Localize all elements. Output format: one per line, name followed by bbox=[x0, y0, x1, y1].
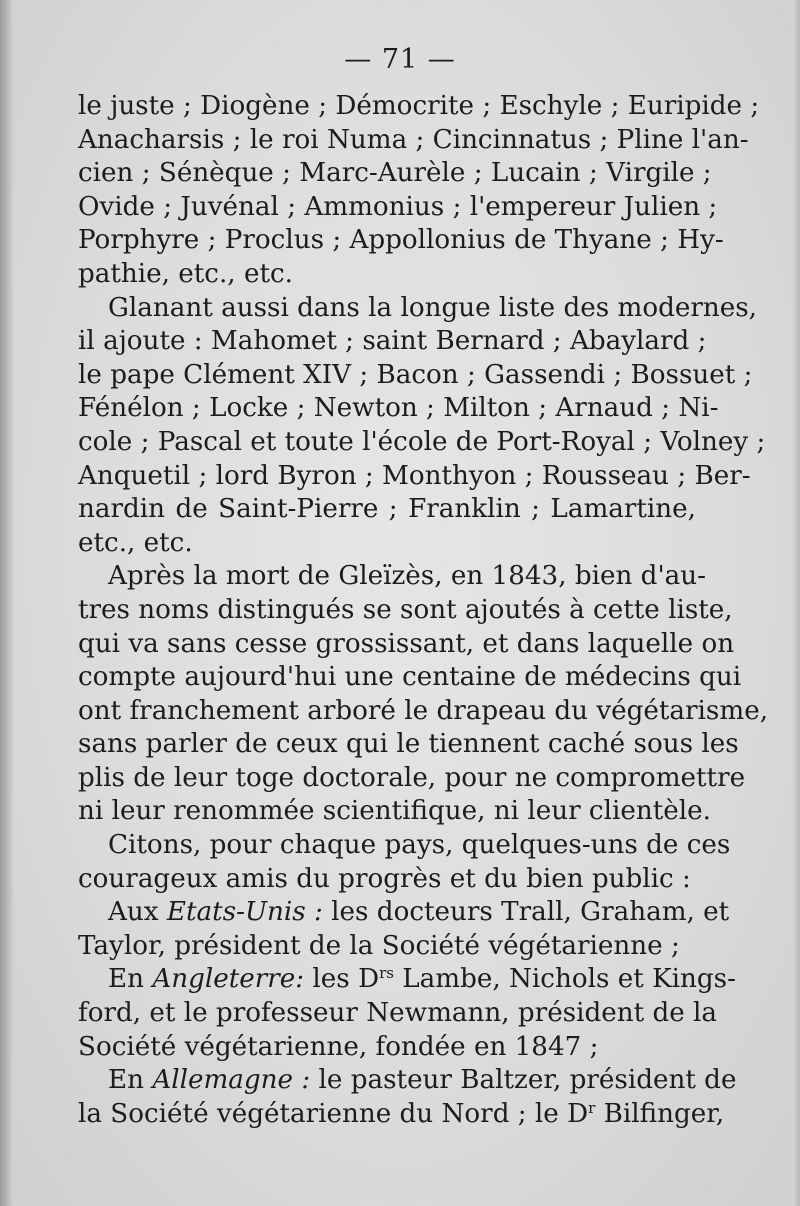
body-text bbox=[78, 90, 769, 1131]
paragraph-citons bbox=[78, 829, 731, 896]
page-left-edge bbox=[0, 0, 14, 1206]
text-line: le pape Clément XIV ; Bacon ; Gassendi ; Bossuet ; bbox=[78, 359, 753, 390]
superscript: r bbox=[588, 1098, 596, 1117]
text-line: Après la mort de Gleïzès, en 1843, bien d'au- bbox=[108, 561, 706, 592]
text-line bbox=[78, 1098, 725, 1132]
text-line: tres noms distingués se sont ajoutés à cette liste, bbox=[78, 594, 733, 625]
text-line: le juste ; Diogène ; Démocrite ; Eschyle ; Euripide ; bbox=[78, 91, 760, 121]
paragraph-angleterre bbox=[78, 963, 736, 1064]
text-line: cien ; Sénèque ; Marc-Aurèle ; Lucain ; Virgile ; bbox=[78, 158, 712, 189]
text-line: ont franchement arboré le drapeau du végétarisme, bbox=[78, 695, 769, 726]
text-line bbox=[78, 896, 730, 930]
page-number: — 71 — bbox=[344, 44, 456, 75]
text-line bbox=[78, 1064, 737, 1098]
text-line: plis de leur toge doctorale, pour ne compromettre bbox=[78, 762, 746, 793]
text-line: Glanant aussi dans la longue liste des modernes, bbox=[108, 292, 757, 323]
text-line: compte aujourd'hui une centaine de médecins qui bbox=[78, 662, 742, 693]
text-line: cole ; Pascal et toute l'école de Port-Royal ; Volney ; bbox=[78, 426, 766, 457]
text-line: Ovide ; Juvénal ; Ammonius ; l'empereur Julien ; bbox=[78, 191, 718, 222]
superscript: rs bbox=[379, 964, 394, 983]
text-run: En bbox=[108, 964, 153, 995]
text-line bbox=[78, 963, 736, 997]
text-line: il ajoute : Mahomet ; saint Bernard ; Abaylard ; bbox=[78, 326, 707, 357]
text-run: les docteurs Trall, Graham, et bbox=[322, 897, 730, 928]
text-line: Anacharsis ; le roi Numa ; Cincinnatus ; Pline l'an- bbox=[78, 124, 749, 155]
text-line: Anquetil ; lord Byron ; Monthyon ; Rousseau ; Ber- bbox=[78, 460, 751, 491]
text-line: ni leur renommée scientifique, ni leur clientèle. bbox=[78, 796, 711, 827]
text-line: Porphyre ; Proclus ; Appollonius de Thyane ; Hy- bbox=[78, 225, 724, 256]
paragraph-moderns bbox=[78, 292, 766, 561]
paragraph-ancients bbox=[78, 90, 760, 292]
country-name: Etats-Unis : bbox=[166, 897, 323, 928]
country-name: Angleterre: bbox=[152, 964, 305, 995]
text-run: Lambe, Nichols et Kings- bbox=[393, 964, 736, 995]
text-line: nardin de Saint-Pierre ; Franklin ; Lamartine, bbox=[78, 494, 696, 525]
text-line: qui va sans cesse grossissant, et dans laquelle on bbox=[78, 628, 735, 659]
text-run: En bbox=[108, 1065, 153, 1096]
text-line: Fénélon ; Locke ; Newton ; Milton ; Arnaud ; Ni- bbox=[78, 393, 719, 424]
paragraph-after-gleizes bbox=[78, 560, 769, 829]
text-run: les D bbox=[304, 964, 380, 995]
text-run: le pasteur Baltzer, président de bbox=[310, 1065, 737, 1096]
paragraph-allemagne bbox=[78, 1064, 737, 1131]
text-run: Aux bbox=[108, 897, 167, 928]
text-line: ford, et le professeur Newmann, président de la bbox=[78, 998, 718, 1029]
text-line: sans parler de ceux qui le tiennent caché sous les bbox=[78, 729, 739, 760]
text-line: Société végétarienne, fondée en 1847 ; bbox=[78, 1031, 599, 1062]
text-run: la Société végétarienne du Nord ; le D bbox=[78, 1098, 589, 1129]
text-line: Taylor, président de la Société végétarienne ; bbox=[78, 930, 680, 961]
text-run: Bilfinger, bbox=[595, 1098, 725, 1129]
text-line: pathie, etc., etc. bbox=[78, 258, 293, 289]
text-line: courageux amis du progrès et du bien public : bbox=[78, 863, 691, 894]
text-line: etc., etc. bbox=[78, 527, 193, 558]
text-line: Citons, pour chaque pays, quelques-uns de ces bbox=[108, 830, 731, 861]
paragraph-etats-unis bbox=[78, 896, 730, 963]
country-name: Allemagne : bbox=[152, 1065, 311, 1096]
page-right-edge bbox=[792, 0, 800, 1206]
